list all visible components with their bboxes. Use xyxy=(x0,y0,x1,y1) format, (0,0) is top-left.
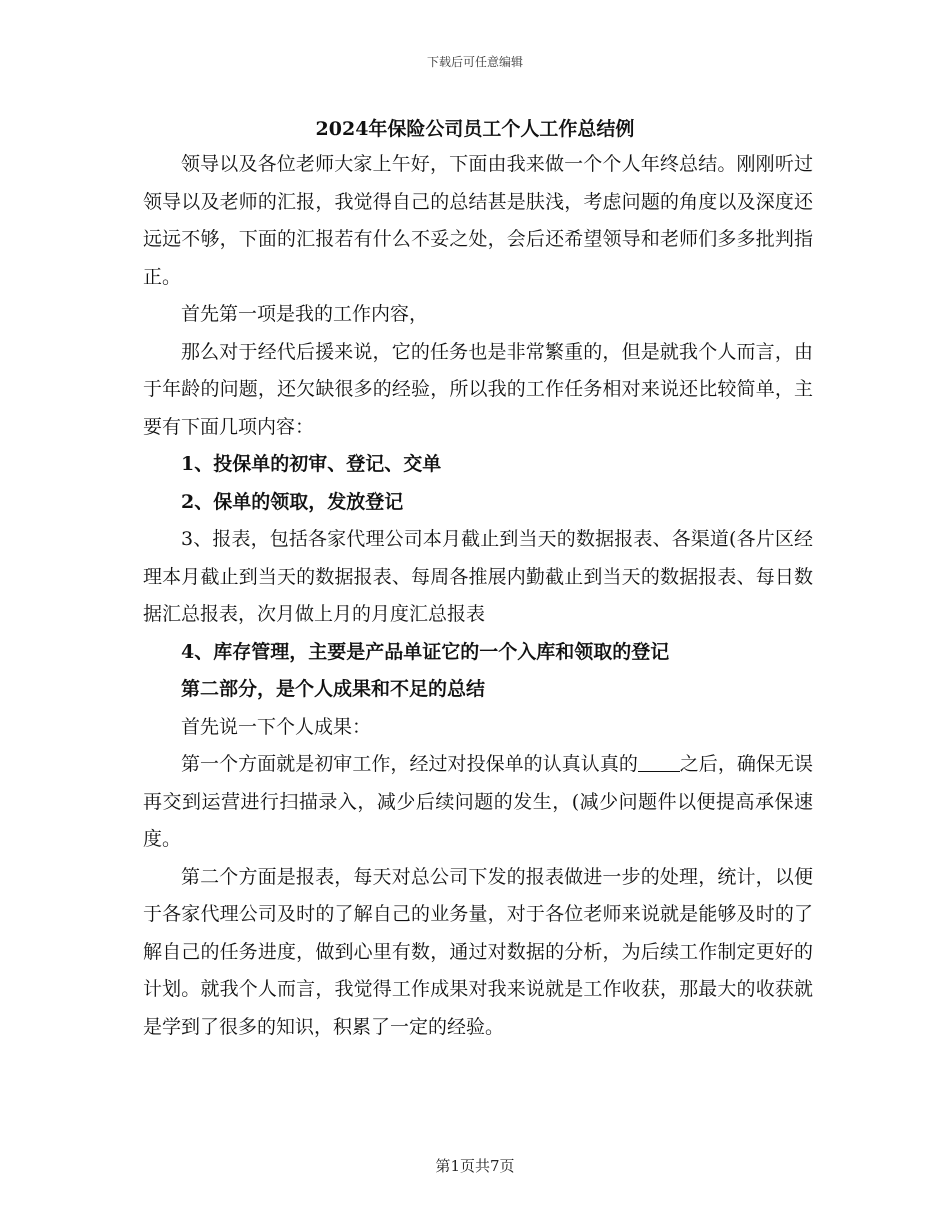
paragraph-first-aspect-before: 第一个方面就是初审工作，经过对投保单的认真认真的 xyxy=(181,753,638,775)
list-item-3: 3、报表，包括各家代理公司本月截止到当天的数据报表、各渠道(各片区经理本月截止到当天的数据报表、每周各推展内勤截止到当天的数据报表、每日数据汇总报表，次月做上月的月度汇总报表 xyxy=(143,528,813,625)
paragraph-intro: 领导以及各位老师大家上午好，下面由我来做一个个人年终总结。刚刚听过领导以及老师的汇报，我觉得自己的总结甚是肤浅，考虑问题的角度以及深度还远远不够，下面的汇报若有什么不妥之处，会后还希望领导和老师们多多批判指正。 xyxy=(143,153,813,288)
footer-total-pages: 7 xyxy=(490,1157,500,1175)
paragraph-achievements-intro: 首先说一下个人成果： xyxy=(181,715,372,738)
list-item-2: 2、保单的领取，发放登记 xyxy=(181,490,404,513)
paragraph-first-aspect xyxy=(143,746,813,859)
document-title: 2024年保险公司员工个人工作总结例 xyxy=(315,118,635,140)
paragraph-work-description: 那么对于经代后援来说，它的任务也是非常繁重的，但是就我个人而言，由于年龄的问题，还欠缺很多的经验，所以我的工作任务相对来说还比较简单，主要有下面几项内容： xyxy=(143,340,813,438)
page-footer xyxy=(0,1155,950,1176)
list-item-4: 4、库存管理，主要是产品单证它的一个入库和领取的登记 xyxy=(181,640,670,663)
document-body xyxy=(143,146,813,1046)
footer-suffix: 页 xyxy=(499,1157,515,1175)
paragraph-work-content-heading: 首先第一项是我的工作内容， xyxy=(181,303,429,325)
footer-prefix: 第 xyxy=(435,1157,451,1175)
footer-current-page: 1 xyxy=(450,1157,460,1175)
section-heading-part-two: 第二部分，是个人成果和不足的总结 xyxy=(181,678,486,700)
paragraph-second-aspect: 第二个方面是报表，每天对总公司下发的报表做进一步的处理，统计，以便于各家代理公司及时的了解自己的业务量，对于各位老师来说就是能够及时的了解自己的任务进度，做到心里有数，通过对数据的分析，为后续工作制定更好的计划。就我个人而言，我觉得工作成果对我来说就是工作收获，那最大的收获就是学到了很多的知识，积累了一定的经验。 xyxy=(143,865,813,1038)
footer-middle: 页共 xyxy=(459,1157,490,1175)
fill-in-blank xyxy=(638,752,680,772)
paragraph-first-aspect-after: 之后，确保无误再交到运营进行扫描录入，减少后续问题的发生，(减少问题件以便提高承保速度。 xyxy=(143,753,813,850)
list-item-1: 1、投保单的初审、登记、交单 xyxy=(181,453,442,475)
header-note: 下载后可任意编辑 xyxy=(426,55,523,69)
